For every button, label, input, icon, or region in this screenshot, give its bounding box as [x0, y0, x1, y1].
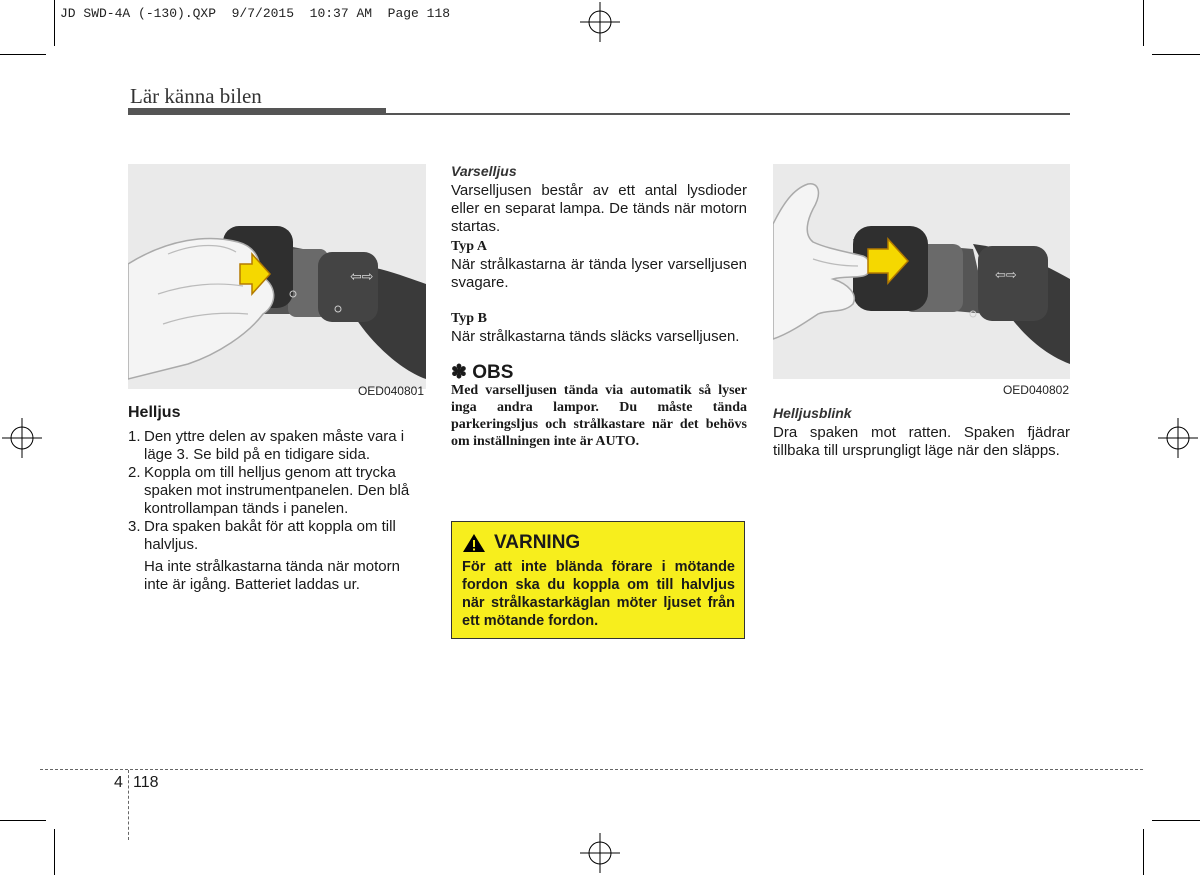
warning-box: [451, 521, 745, 639]
typ-b-label: Typ B: [451, 311, 487, 326]
helljus-note: Ha inte strålkastarna tända när motorn inte är igång. Batteriet laddas ur.: [144, 558, 400, 593]
obs-heading: [451, 364, 747, 382]
svg-text:⇦⇨: ⇦⇨: [350, 269, 374, 285]
figure-stalk-pull: [773, 164, 1070, 379]
header-rule-thick: [128, 108, 386, 115]
registration-mark-icon: [580, 833, 620, 873]
page-number: 118: [133, 774, 159, 791]
list-item: 1. Den yttre delen av spaken måste vara i läge 3. Se bild på en tidigare sida.: [128, 428, 405, 463]
warning-triangle-icon: [462, 533, 486, 553]
heading-helljusblink: Helljusblink: [773, 405, 852, 421]
obs-text: Med varselljusen tända via automatik så lyser inga andra lampor. Du måste tända parkeringsljus och strålkastare när det behövs om inställningen inte är AUTO.: [451, 383, 747, 449]
list-item: 2. Koppla om till helljus genom att trycka spaken mot instrumentpanelen. Den blå kontrollampan tänds i panelen.: [128, 464, 410, 517]
registration-mark-icon: [2, 418, 42, 458]
warning-title: VARNING: [494, 532, 581, 553]
list-item: 3. Dra spaken bakåt för att koppla om till halvljus.: [128, 518, 396, 553]
figure-stalk-push: [128, 164, 426, 389]
typ-a-label: Typ A: [451, 239, 487, 254]
typ-a-text: När strålkastarna är tända lyser varselljusen svagare.: [451, 256, 747, 291]
section-title: Lär känna bilen: [130, 84, 262, 108]
chapter-number: 4: [114, 774, 123, 791]
svg-text:⇦⇨: ⇦⇨: [995, 268, 1017, 283]
registration-mark-icon: [1158, 418, 1198, 458]
typ-b-text: När strålkastarna tänds släcks varselljusen.: [451, 328, 740, 345]
heading-helljus: Helljus: [128, 404, 181, 421]
asterisk-icon: ✽: [451, 362, 467, 383]
light-stalk-illustration-icon: [128, 164, 426, 389]
footer-divider: [128, 770, 129, 840]
varselljus-intro: Varselljusen består av ett antal lysdioder eller en separat lampa. De tänds när motorn startas.: [451, 182, 747, 235]
print-slug: JD SWD-4A (-130).QXP 9/7/2015 10:37 AM Page 118: [60, 6, 451, 21]
footer-rule: [40, 769, 1143, 770]
header-rule-thin: [386, 113, 1070, 115]
helljusblink-text: Dra spaken mot ratten. Spaken fjädrar tillbaka till ursprungligt läge när den släpps.: [773, 424, 1070, 459]
figure-caption: OED040802: [1002, 383, 1069, 397]
heading-varselljus: Varselljus: [451, 163, 517, 179]
figure-caption: OED040801: [357, 384, 424, 398]
warning-text: För att inte blända förare i mötande fordon ska du koppla om till halvljus när strålkastarkäglan möter ljuset från ett mötande fordon.: [462, 559, 735, 629]
light-stalk-illustration-icon: [773, 164, 1070, 379]
registration-mark-icon: [580, 2, 620, 42]
obs-label: OBS: [472, 362, 514, 383]
helljus-steps: [128, 428, 426, 554]
